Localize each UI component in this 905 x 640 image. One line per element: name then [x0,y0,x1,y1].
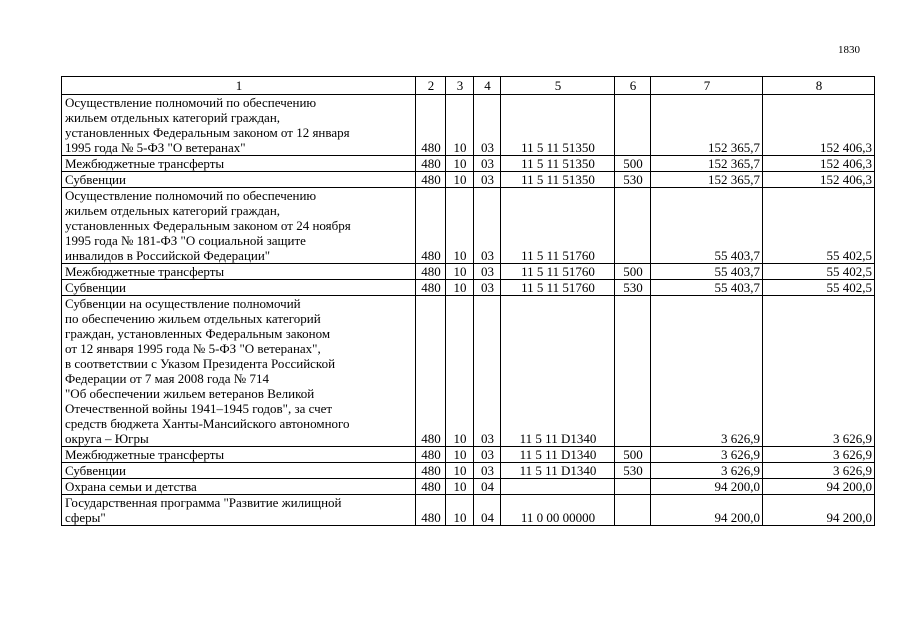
cell-amount-year1: 152 365,7 [651,95,763,156]
cell-section: 10 [446,463,474,479]
cell-name: Государственная программа "Развитие жилищной сферы" [62,495,416,526]
cell-subsection: 03 [474,188,501,264]
column-header: 1 [62,77,416,95]
cell-target-article: 11 5 11 51350 [501,95,615,156]
column-header: 2 [416,77,446,95]
cell-amount-year1: 55 403,7 [651,264,763,280]
cell-expense-type [615,95,651,156]
cell-amount-year1: 3 626,9 [651,463,763,479]
cell-expense-type [615,479,651,495]
cell-section: 10 [446,479,474,495]
cell-amount-year2: 152 406,3 [763,156,875,172]
cell-subsection: 03 [474,447,501,463]
cell-expense-type [615,495,651,526]
cell-expense-type: 530 [615,280,651,296]
cell-section: 10 [446,495,474,526]
cell-section: 10 [446,264,474,280]
cell-amount-year1: 94 200,0 [651,479,763,495]
cell-target-article: 11 5 11 D1340 [501,463,615,479]
column-header: 7 [651,77,763,95]
cell-expense-type: 500 [615,264,651,280]
cell-ministry: 480 [416,264,446,280]
table-row [62,95,875,156]
cell-section: 10 [446,447,474,463]
column-header: 5 [501,77,615,95]
cell-name: Субвенции [62,463,416,479]
cell-name: Межбюджетные трансферты [62,156,416,172]
cell-amount-year2: 152 406,3 [763,95,875,156]
cell-expense-type: 530 [615,172,651,188]
cell-amount-year1: 3 626,9 [651,447,763,463]
cell-amount-year2: 94 200,0 [763,479,875,495]
cell-amount-year1: 55 403,7 [651,188,763,264]
cell-ministry: 480 [416,172,446,188]
cell-subsection: 03 [474,296,501,447]
cell-section: 10 [446,172,474,188]
cell-expense-type: 500 [615,156,651,172]
cell-expense-type: 500 [615,447,651,463]
cell-amount-year1: 55 403,7 [651,280,763,296]
cell-ministry: 480 [416,156,446,172]
cell-section: 10 [446,188,474,264]
cell-target-article: 11 5 11 51760 [501,188,615,264]
table-row [62,296,875,447]
table-row [62,495,875,526]
cell-amount-year2: 55 402,5 [763,264,875,280]
cell-amount-year1: 152 365,7 [651,156,763,172]
cell-amount-year2: 94 200,0 [763,495,875,526]
cell-target-article: 11 5 11 51350 [501,172,615,188]
cell-ministry: 480 [416,479,446,495]
column-header: 8 [763,77,875,95]
cell-amount-year2: 55 402,5 [763,280,875,296]
cell-subsection: 03 [474,463,501,479]
cell-name: Охрана семьи и детства [62,479,416,495]
cell-ministry: 480 [416,188,446,264]
cell-ministry: 480 [416,463,446,479]
cell-subsection: 03 [474,172,501,188]
cell-expense-type [615,296,651,447]
cell-subsection: 03 [474,264,501,280]
table-row [62,463,875,479]
cell-target-article: 11 5 11 D1340 [501,296,615,447]
cell-name: Осуществление полномочий по обеспечению жильем отдельных категорий граждан, установленных Федеральным законом от 24 ноября 1995 года № 181-ФЗ "О социальной защите инвалидов в Российской Федерации" [62,188,416,264]
cell-ministry: 480 [416,280,446,296]
table-row [62,264,875,280]
cell-section: 10 [446,95,474,156]
cell-amount-year1: 3 626,9 [651,296,763,447]
cell-amount-year1: 152 365,7 [651,172,763,188]
cell-name: Межбюджетные трансферты [62,264,416,280]
cell-expense-type: 530 [615,463,651,479]
header-row [62,77,875,95]
table-row [62,172,875,188]
table-row [62,188,875,264]
cell-amount-year2: 3 626,9 [763,463,875,479]
column-header: 4 [474,77,501,95]
cell-target-article: 11 0 00 00000 [501,495,615,526]
cell-section: 10 [446,156,474,172]
column-header: 3 [446,77,474,95]
cell-subsection: 04 [474,495,501,526]
table-row [62,156,875,172]
cell-amount-year1: 94 200,0 [651,495,763,526]
cell-name: Осуществление полномочий по обеспечению жильем отдельных категорий граждан, установленных Федеральным законом от 12 января 1995 года № 5-ФЗ "О ветеранах" [62,95,416,156]
cell-name: Субвенции [62,172,416,188]
cell-expense-type [615,188,651,264]
cell-target-article: 11 5 11 D1340 [501,447,615,463]
cell-ministry: 480 [416,447,446,463]
column-header: 6 [615,77,651,95]
cell-target-article: 11 5 11 51350 [501,156,615,172]
table-row [62,280,875,296]
cell-name: Межбюджетные трансферты [62,447,416,463]
cell-ministry: 480 [416,95,446,156]
cell-subsection: 04 [474,479,501,495]
cell-target-article: 11 5 11 51760 [501,280,615,296]
table-row [62,447,875,463]
cell-subsection: 03 [474,95,501,156]
table-body [62,77,875,526]
cell-subsection: 03 [474,156,501,172]
cell-name: Субвенции [62,280,416,296]
cell-amount-year2: 152 406,3 [763,172,875,188]
cell-ministry: 480 [416,296,446,447]
page-number: 1830 [838,44,860,56]
cell-name: Субвенции на осуществление полномочий по обеспечению жильем отдельных категорий граждан, установленных Федеральным законом от 12 января 1995 года № 5-ФЗ "О ветеранах", в соответствии с Указом Президента Российской Федерации от 7 мая 2008 года № 714 "Об обеспечении жильем ветеранов Великой Отечественной войны 1941–1945 годов", за счет средств бюджета Ханты-Мансийского автономного округа – Югры [62,296,416,447]
cell-ministry: 480 [416,495,446,526]
budget-table [61,76,875,526]
table-row [62,479,875,495]
cell-section: 10 [446,280,474,296]
cell-target-article [501,479,615,495]
cell-amount-year2: 55 402,5 [763,188,875,264]
cell-target-article: 11 5 11 51760 [501,264,615,280]
cell-amount-year2: 3 626,9 [763,447,875,463]
cell-section: 10 [446,296,474,447]
cell-subsection: 03 [474,280,501,296]
cell-amount-year2: 3 626,9 [763,296,875,447]
